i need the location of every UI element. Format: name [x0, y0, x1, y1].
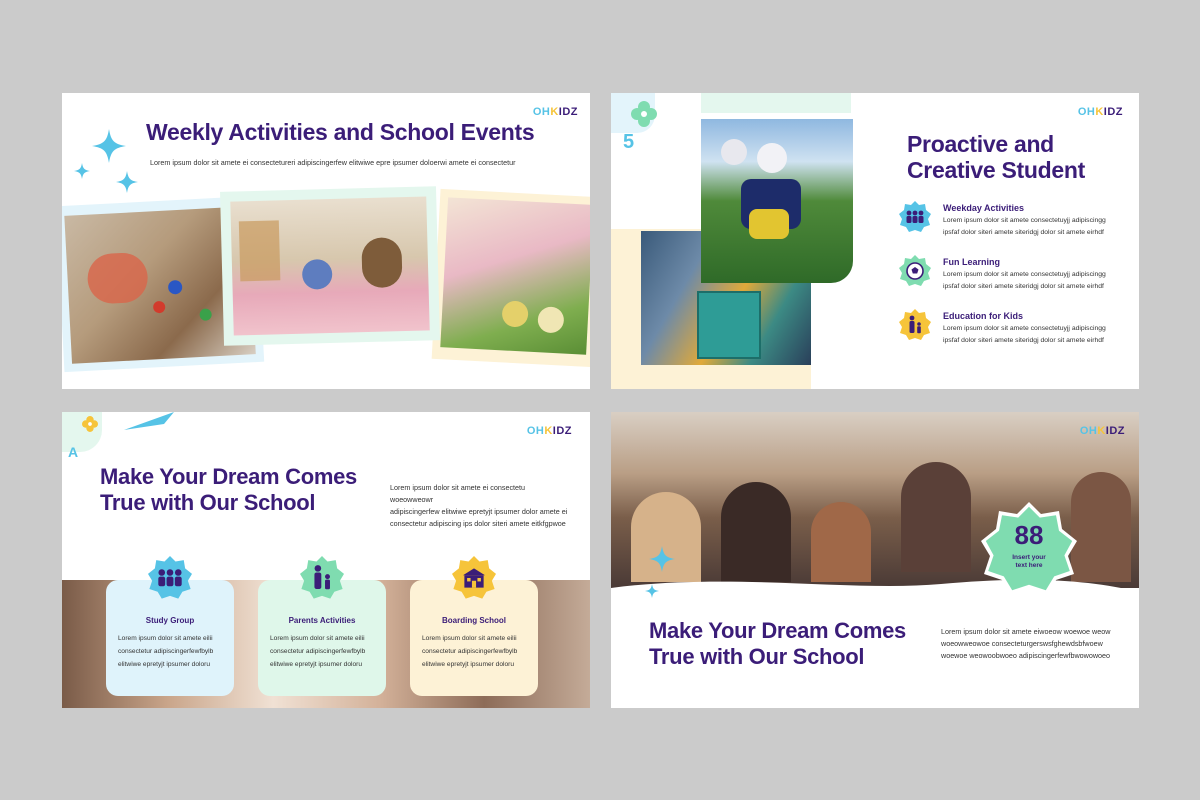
slide-title: Weekly Activities and School Events: [146, 119, 535, 145]
stat-badge: [981, 502, 1077, 598]
stat-caption: Insert your text here: [1012, 554, 1046, 569]
letter-label: A: [68, 444, 79, 460]
card-parents-activities[interactable]: Parents Activities Lorem ipsum dolor sit amete eilii consectetur adipiscingerfewfbylb elitwiwe epretyjt ipsumer doloru: [258, 580, 386, 696]
parent-child-icon: [300, 556, 344, 600]
sparkle-icon: [74, 163, 90, 179]
group-icon: [148, 556, 192, 600]
photo-frame: [432, 189, 590, 367]
sparkle-icon: [116, 171, 138, 193]
slide-title: Proactive and Creative Student: [907, 131, 1085, 183]
slide-dream-school-stat[interactable]: [611, 412, 1139, 708]
brand-logo: OHKIDZ: [526, 425, 572, 437]
brand-logo: OHKIDZ: [1077, 106, 1123, 118]
photo-frame: [220, 186, 440, 346]
brand-logo: OHKIDZ: [1079, 425, 1125, 437]
girls-playing-photo: [440, 197, 590, 354]
soccer-ball-icon: [899, 255, 931, 287]
parent-child-icon: [899, 309, 931, 341]
sparkle-icon: [645, 584, 659, 598]
slide-proactive-student[interactable]: OHKIDZ 5 Proactive and Creative Student Weekday Activities Lorem ipsum dolor sit amete consectetuyjj adipiscingg ipsfaf dolor siteri amete siteridgj dolor sit amete eirhdf Fun Learning Lorem ipsum dolor sit amete consectetuyjj adipiscingg ipsfaf dolor siteri amete siteridgj dolor sit amete eirhdf Education for Kids Lorem ipsum dolor sit amete consectetuyjj adipiscingg ipsfaf dolor siteri amete siteridgj dolor sit amete eirhdf: [611, 93, 1139, 389]
brand-logo: OHKIDZ: [532, 106, 578, 118]
group-icon: [899, 201, 931, 233]
sparkle-icon: [92, 129, 126, 163]
football-kids-photo: [701, 119, 853, 283]
slide-dream-school-cards[interactable]: [62, 412, 590, 708]
card-boarding-school[interactable]: Boarding School Lorem ipsum dolor sit amete eilii consectetur adipiscingerfewfbylb elitwiwe epretyjt ipsumer doloru: [410, 580, 538, 696]
decor-shape: [701, 93, 851, 113]
slide-title: Make Your Dream Comes True with Our School: [100, 464, 357, 515]
pencil-shape-icon: [124, 412, 174, 430]
stat-value: 88: [1014, 520, 1044, 550]
slide-description: Lorem ipsum dolor sit amete eiwoeow woewoe weow woeowweowoe consecteturgerswsfghewdsbfwoew woewoe weowoobwoeo adipiscingerfewfbwowowoeo: [941, 627, 1111, 660]
slide-description: Lorem ipsum dolor sit amete ei consectetu woeowweowr adipiscingerfew elitwiwe epretyjt ipsumer dolor amete ei consectetur adipiscing ips dolor siteri amete eitkfgpwoe: [390, 483, 568, 528]
flower-icon: [631, 101, 657, 127]
sparkle-icon: [649, 546, 675, 572]
slide-weekly-activities[interactable]: [62, 93, 590, 389]
slide-subtitle: Lorem ipsum dolor sit amete ei consectetureri adipiscingerfew elitwiwe epre ipsumer doloerwi amete ei consectetur: [150, 158, 516, 167]
classroom-table-photo: [230, 196, 429, 335]
slide-title: Make Your Dream Comes True with Our School: [649, 618, 906, 669]
flower-icon: [82, 416, 98, 432]
number-label: 5: [623, 131, 635, 153]
school-building-icon: [452, 556, 496, 600]
card-study-group[interactable]: Study Group Lorem ipsum dolor sit amete eilii consectetur adipiscingerfewfbylb elitwiwe epretyjt ipsumer doloru: [106, 580, 234, 696]
